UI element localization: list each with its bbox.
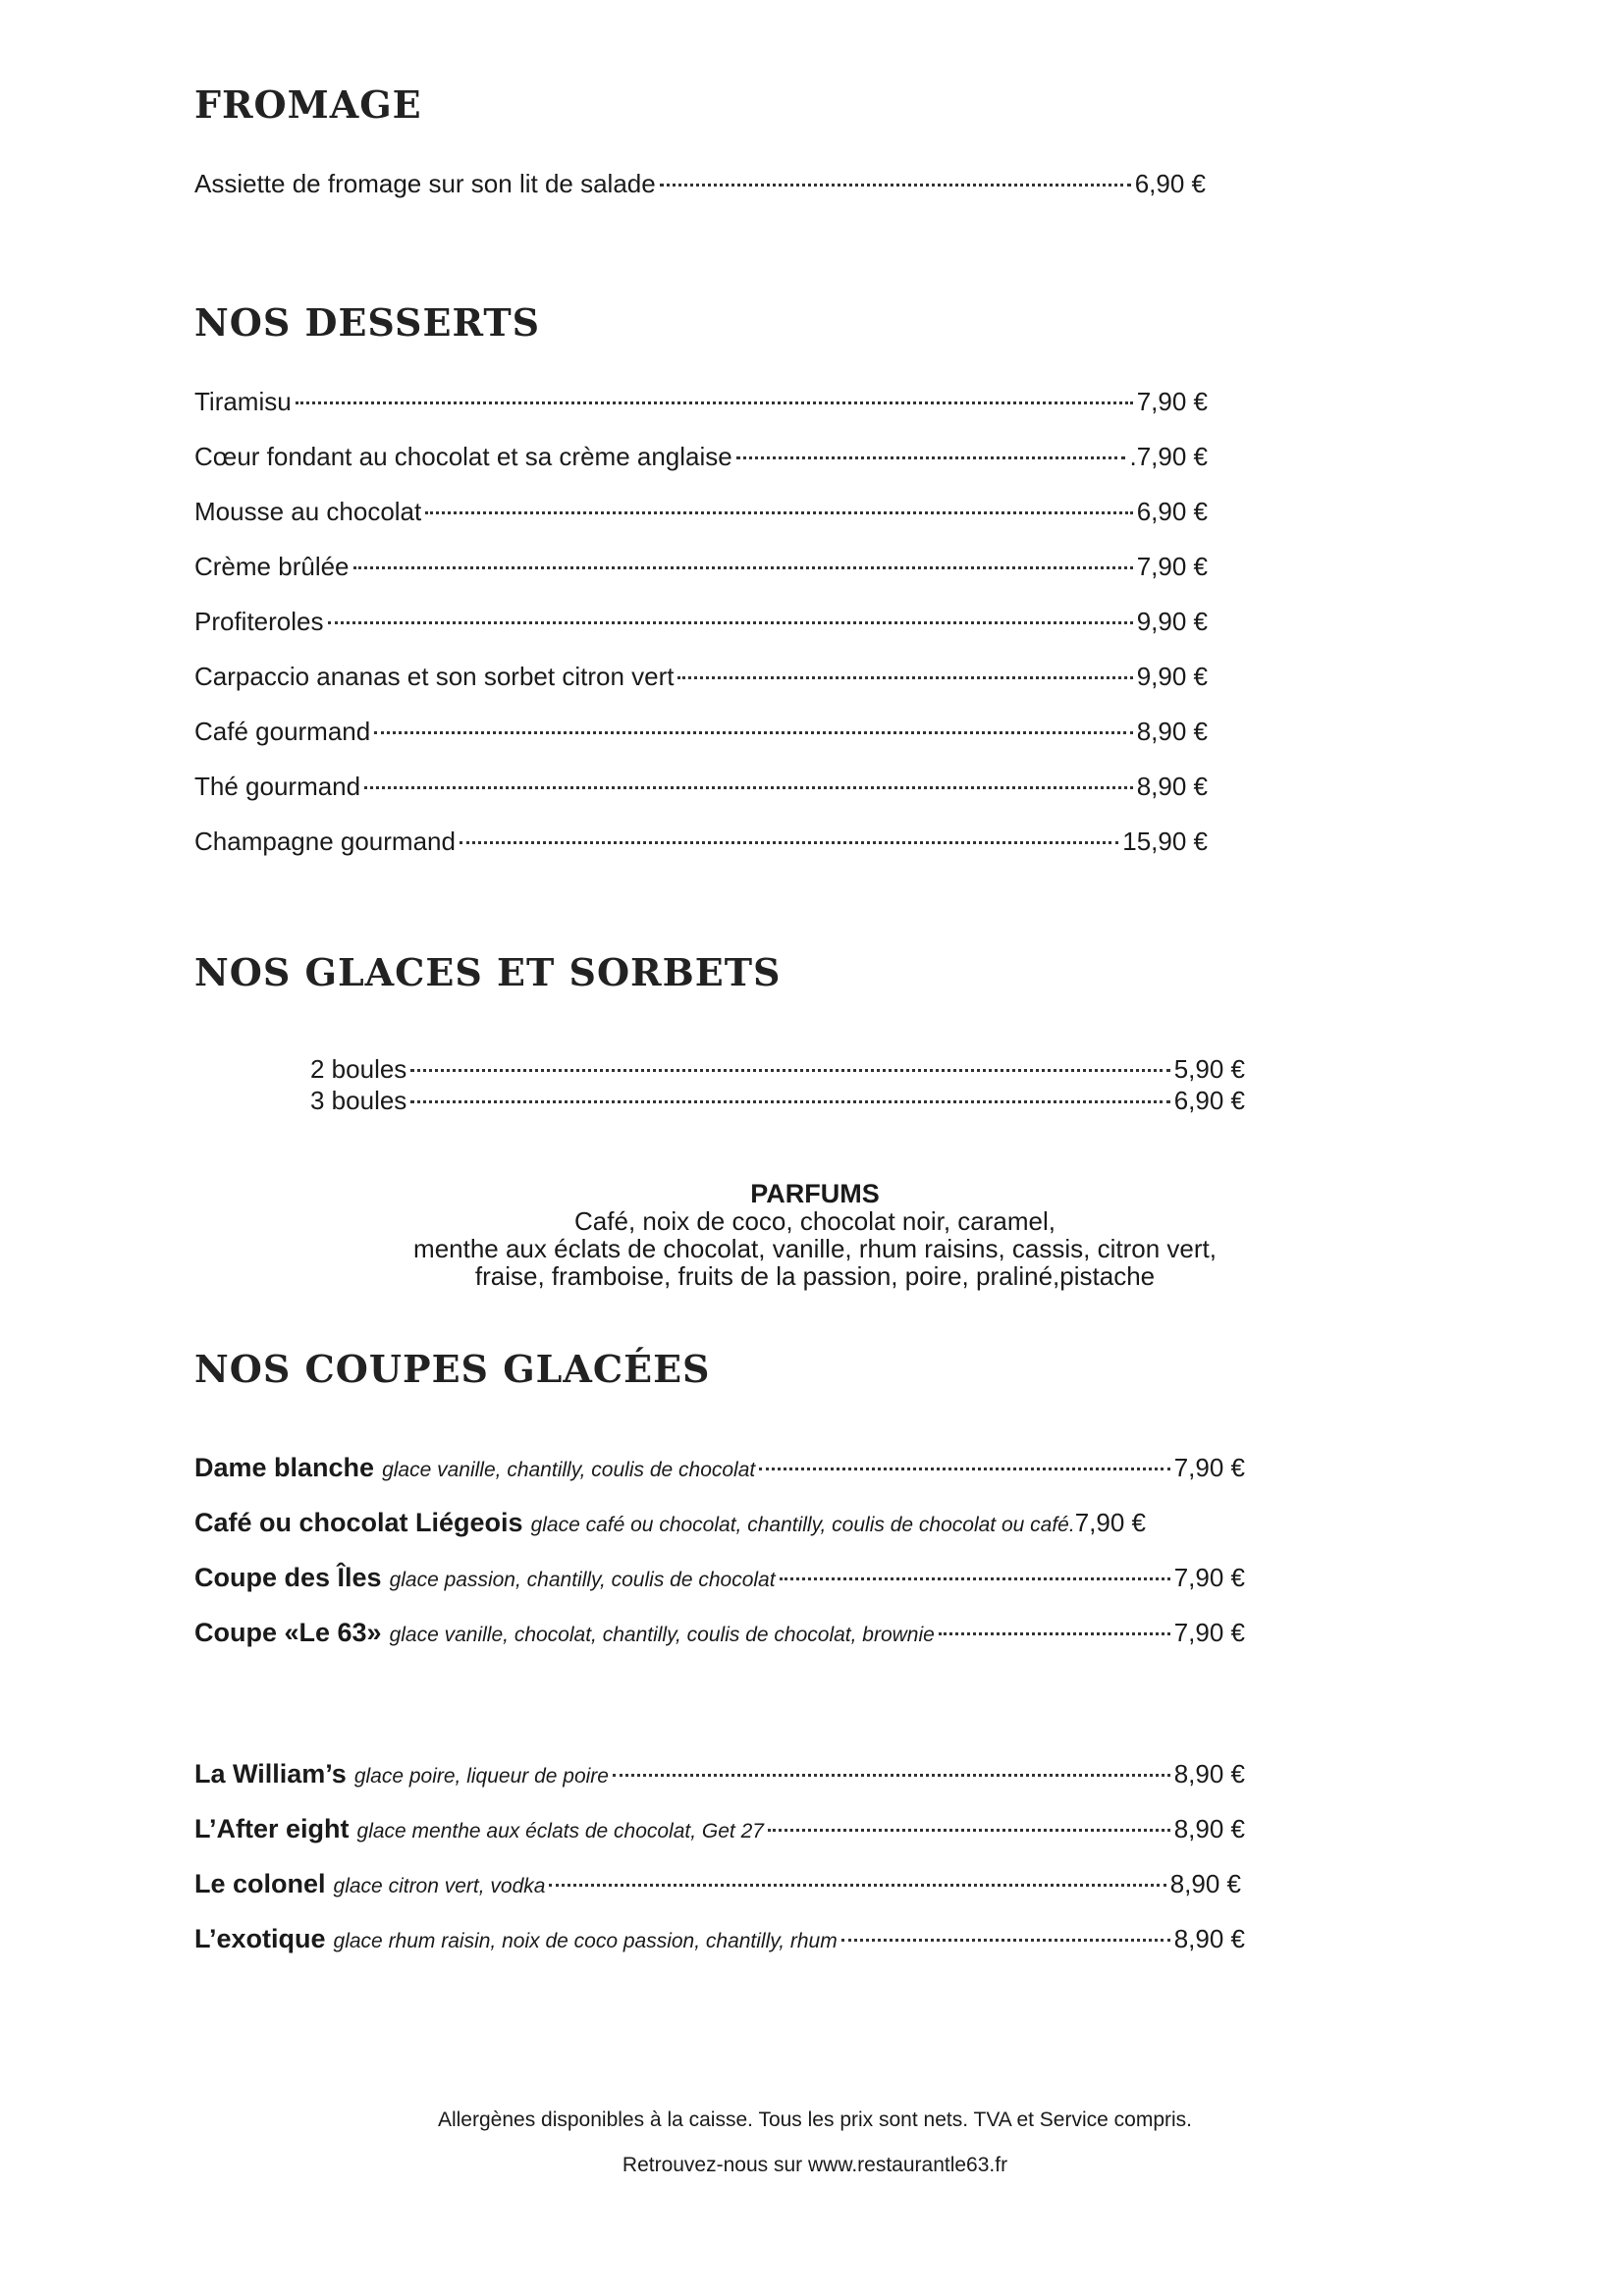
item-name: Le colonel: [194, 1869, 326, 1898]
menu-item: [194, 1563, 1245, 1602]
item-name: Mousse au chocolat: [194, 497, 422, 526]
item-price: 8,90 €: [1136, 717, 1208, 746]
menu-item: [194, 442, 1208, 481]
item-name: Café gourmand: [194, 717, 371, 746]
item-name: Assiette de fromage sur son lit de salade: [194, 169, 656, 198]
item-price: 7,90 €: [1074, 1508, 1146, 1537]
item-name: Café ou chocolat Liégeois: [194, 1508, 523, 1537]
menu-item: [194, 717, 1208, 756]
dot-leader: [768, 1829, 1170, 1832]
footer-website: Retrouvez-nous sur www.restaurantle63.fr: [622, 2154, 1008, 2176]
item-description: glace rhum raisin, noix de coco passion, chantilly, rhum: [333, 1930, 838, 1952]
menu-item: [194, 497, 1208, 536]
menu-item: [194, 169, 1206, 208]
glaces-heading: NOS GLACES ET SORBETS: [194, 950, 782, 994]
item-description: glace vanille, chantilly, coulis de chocolat: [382, 1459, 756, 1481]
item-price: 7,90 €: [1173, 1563, 1245, 1592]
item-price: 7,90 €: [1136, 387, 1208, 416]
dot-leader: [328, 621, 1133, 624]
item-description: glace café ou chocolat, chantilly, coulis de chocolat ou café.: [530, 1514, 1075, 1536]
dot-leader: [374, 731, 1132, 734]
item-price: 9,90 €: [1136, 662, 1208, 691]
item-description: glace poire, liqueur de poire: [353, 1765, 609, 1788]
dot-leader: [677, 676, 1132, 679]
item-price: 15,90 €: [1122, 827, 1208, 856]
item-name: Profiteroles: [194, 607, 324, 636]
item-price: 8,90 €: [1173, 1814, 1245, 1843]
menu-item: [194, 552, 1208, 591]
parfums-line: fraise, framboise, fruits de la passion, poire, praliné,pistache: [474, 1261, 1156, 1291]
dot-leader: [364, 786, 1133, 789]
dot-leader: [353, 566, 1133, 569]
item-price: 6,90 €: [1136, 497, 1208, 526]
item-price: 6,90 €: [1173, 1086, 1245, 1115]
dot-leader: [660, 184, 1131, 187]
menu-item: [194, 827, 1208, 866]
menu-item: [194, 1924, 1245, 1963]
dot-leader: [549, 1884, 1165, 1887]
parfums-title: PARFUMS: [750, 1179, 880, 1208]
menu-item: [194, 1618, 1245, 1657]
item-description: glace citron vert, vodka: [333, 1875, 546, 1897]
item-price: 9,90 €: [1136, 607, 1208, 636]
item-name: Coupe «Le 63»: [194, 1618, 382, 1647]
menu-item: [194, 1869, 1241, 1908]
menu-item: [194, 387, 1208, 426]
menu-item: [194, 662, 1208, 701]
item-price: 8,90 €: [1173, 1924, 1245, 1953]
menu-item: [194, 1814, 1245, 1853]
parfums-line: Café, noix de coco, chocolat noir, caramel,: [574, 1206, 1056, 1236]
item-price: 7,90 €: [1173, 1618, 1245, 1647]
item-name: Cœur fondant au chocolat et sa crème anglaise: [194, 442, 732, 471]
item-name: Carpaccio ananas et son sorbet citron vert: [194, 662, 675, 691]
menu-item: [194, 1508, 1245, 1547]
item-price: 8,90 €: [1136, 772, 1208, 801]
item-name: 3 boules: [310, 1086, 407, 1115]
item-price: 5,90 €: [1173, 1054, 1245, 1084]
item-price: 8,90 €: [1169, 1869, 1241, 1898]
fromage-heading: FROMAGE: [194, 82, 422, 127]
menu-item: [194, 1453, 1245, 1492]
item-name: Crème brûlée: [194, 552, 350, 581]
parfums-block: [295, 1180, 1335, 1290]
dot-leader: [759, 1468, 1169, 1470]
dot-leader: [410, 1069, 1169, 1072]
dot-leader: [780, 1577, 1170, 1580]
item-name: 2 boules: [310, 1054, 407, 1084]
dot-leader: [613, 1774, 1170, 1777]
item-name: Dame blanche: [194, 1453, 375, 1482]
menu-item: [310, 1086, 1245, 1117]
item-name: La William’s: [194, 1759, 347, 1789]
item-price: 7,90 €: [1136, 552, 1208, 581]
menu-item: [310, 1054, 1245, 1086]
dot-leader: [841, 1939, 1170, 1942]
dot-leader: [425, 511, 1132, 514]
desserts-heading: NOS DESSERTS: [194, 300, 541, 345]
item-name: L’exotique: [194, 1924, 326, 1953]
parfums-line: menthe aux éclats de chocolat, vanille, rhum raisins, cassis, citron vert,: [413, 1234, 1217, 1263]
item-name: L’After eight: [194, 1814, 350, 1843]
dot-leader: [939, 1632, 1170, 1635]
item-description: glace passion, chantilly, coulis de chocolat: [389, 1569, 776, 1591]
item-name: Coupe des Îles: [194, 1563, 382, 1592]
item-price: 8,90 €: [1173, 1759, 1245, 1789]
item-price: 7,90 €: [1173, 1453, 1245, 1482]
dot-leader: [460, 841, 1118, 844]
dot-leader: [296, 401, 1133, 404]
item-description: glace menthe aux éclats de chocolat, Get 27: [356, 1820, 764, 1842]
item-price: .7,90 €: [1129, 442, 1208, 471]
item-description: glace vanille, chocolat, chantilly, coulis de chocolat, brownie: [389, 1624, 935, 1646]
item-name: Tiramisu: [194, 387, 292, 416]
menu-item: [194, 1759, 1245, 1798]
item-price: 6,90 €: [1134, 169, 1206, 198]
item-name: Thé gourmand: [194, 772, 361, 801]
footer-note: Allergènes disponibles à la caisse. Tous les prix sont nets. TVA et Service compris.: [437, 2109, 1193, 2131]
dot-leader: [410, 1100, 1169, 1103]
dot-leader: [736, 456, 1126, 459]
menu-item: [194, 772, 1208, 811]
menu-item: [194, 607, 1208, 646]
coupes-heading: NOS COUPES GLACÉES: [194, 1347, 711, 1391]
item-name: Champagne gourmand: [194, 827, 456, 856]
